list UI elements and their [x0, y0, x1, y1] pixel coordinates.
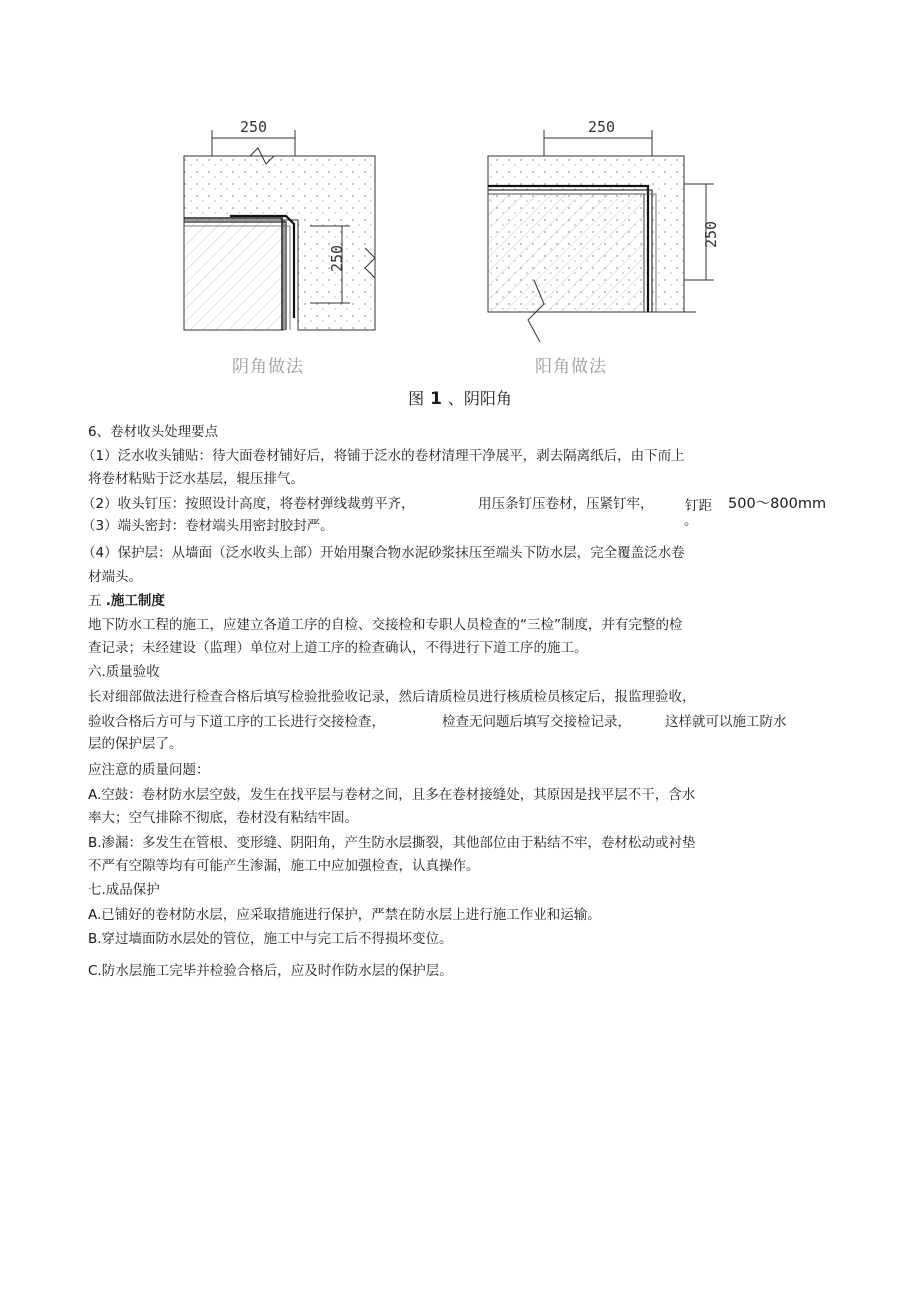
s6-p4-line2: 材端头。 [88, 569, 142, 585]
s6-p2-part-d: 500～800mm [728, 496, 827, 512]
section-7-heading: 七.成品保护 [88, 882, 160, 898]
outside-corner-label: 阳角做法 [535, 357, 607, 377]
s6-p1-line1: （1）泛水收头铺贴：待大面卷材铺好后，将铺于泛水的卷材清理干净展平，剥去隔离纸后，由下而上 [82, 448, 685, 464]
inside-corner-label: 阴角做法 [232, 357, 304, 377]
figure-title: 图 1 、阴阳角 [408, 389, 512, 409]
s5-line2: 查记录；未经建设（监理）单位对上道工序的检查确认，不得进行下道工序的施工。 [88, 640, 588, 656]
qa-line1: A.空鼓：卷材防水层空鼓，发生在找平层与卷材之间，且多在卷材接缝处，其原因是找平层不干，含水 [88, 787, 696, 803]
section-5-heading: 五 .施工制度 [88, 593, 165, 609]
s6-p3: （3）端头密封：卷材端头用密封胶封严。 [82, 518, 334, 534]
six-line2-b: 检查无问题后填写交接检记录， [442, 714, 631, 730]
six-line3: 层的保护层了。 [88, 736, 183, 752]
inside-corner-diagram [170, 108, 400, 348]
s6-p4-line1: （4）保护层：从墙面（泛水收头上部）开始用聚合物水泥砂浆抹压至端头下防水层，完全覆盖泛水卷 [82, 545, 685, 561]
s6-p2-part-a: （2）收头钉压：按照设计高度，将卷材弹线裁剪平齐， [82, 496, 415, 512]
s6-p3-dot: 。 [684, 513, 698, 529]
dim-top-label: 250 [240, 118, 268, 136]
s6-p2-part-c: 钉距 [685, 498, 712, 514]
s7-c: C.防水层施工完毕并检验合格后，应及时作防水层的保护层。 [88, 963, 453, 979]
section-6-heading: 6、卷材收头处理要点 [88, 424, 219, 440]
outside-corner-diagram [482, 108, 722, 348]
six-line2-c: 这样就可以施工防水 [665, 714, 787, 730]
quality-issues-heading: 应注意的质量问题： [88, 762, 210, 778]
six-line2-a: 验收合格后方可与下道工序的工长进行交接检查， [88, 714, 385, 730]
section-6-quality-heading: 六.质量验收 [88, 664, 160, 680]
qb-line2: 不严有空隙等均有可能产生渗漏，施工中应加强检查，认真操作。 [88, 858, 480, 874]
s7-b: B.穿过墙面防水层处的管位，施工中与完工后不得损坏变位。 [88, 931, 453, 947]
dim-top-label-right: 250 [588, 118, 616, 136]
dim-right-label-right: 250 [702, 220, 720, 248]
s6-p1-line2: 将卷材粘贴于泛水基层，辊压排气。 [88, 471, 304, 487]
s6-p2-part-b: 用压条钉压卷材，压紧钉牢， [478, 496, 654, 512]
qb-line1: B.渗漏：多发生在管根、变形缝、阴阳角，产生防水层撕裂，其他部位由于粘结不牢，卷材松动或衬垫 [88, 835, 696, 851]
s7-a: A.已铺好的卷材防水层，应采取措施进行保护，严禁在防水层上进行施工作业和运输。 [88, 907, 601, 923]
qa-line2: 率大；空气排除不彻底，卷材没有粘结牢固。 [88, 810, 358, 826]
dim-right-label: 250 [328, 244, 346, 272]
six-line1: 长对细部做法进行检查合格后填写检验批验收记录，然后请质检员进行核质检员核定后，报监理验收， [88, 689, 696, 705]
s5-line1: 地下防水工程的施工，应建立各道工序的自检、交接检和专职人员检查的“三检”制度，并有完整的检 [88, 617, 683, 633]
